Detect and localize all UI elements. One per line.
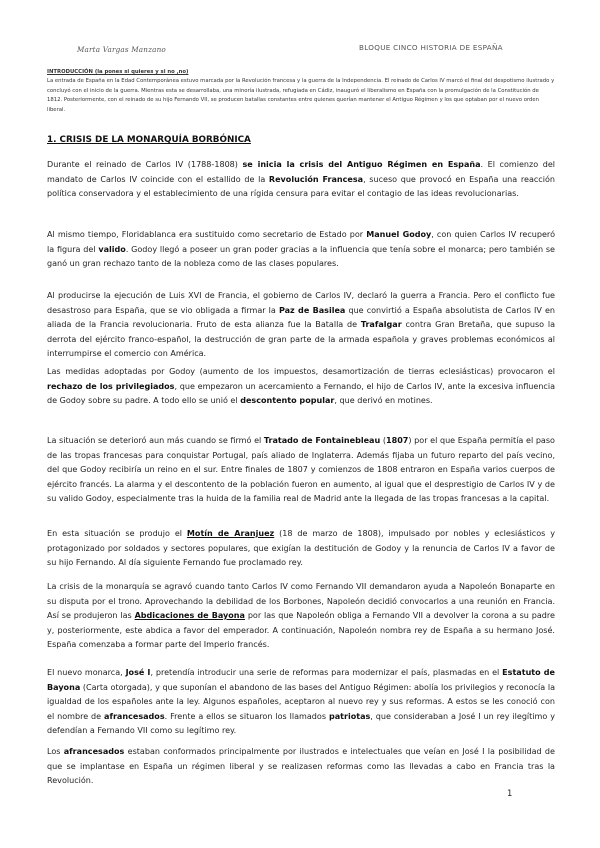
bold-text: Tratado de Fontainebleau: [263, 436, 381, 445]
bold-underlined-text: Motín de Aranjuez: [186, 529, 275, 538]
bold-underlined-text: Abdicaciones de Bayona: [134, 611, 245, 620]
text: por las que Napoleón obliga a Fernando VII a devolver la corona a su padre y, posteriormente, este abdica a favor del emperador. A continuación, Napoleón nombra rey de España a su hermano José. España comenzaba a formar parte del Imperio francés.: [47, 611, 555, 649]
bold-text: afrancesados: [104, 711, 165, 721]
paragraph-8: [47, 666, 555, 739]
text: Al mismo tiempo, Floridablanca era sustituido como secretario de Estado por: [47, 230, 367, 239]
text: . Godoy llegó a poseer un gran poder gracias a la influencia que tenía sobre el monarca; pero también se ganó un gran rechazo tanto de la nobleza como de las clases populares.: [47, 244, 555, 268]
text: , que empezaron un acercamiento a Fernando, el hijo de Carlos IV, ante la excesiva influencia de Godoy sobre su padre. A todo ello se unió el: [47, 381, 556, 405]
bold-text: afrancesados: [63, 747, 125, 756]
bold-text: se inicia la crisis del Antiguo Régimen en España: [242, 160, 481, 169]
text: El nuevo monarca,: [47, 668, 126, 677]
text: La situación se deterioró aun más cuando se firmó el: [47, 436, 264, 445]
bold-text: 1807: [386, 436, 409, 445]
bold-text: Estatuto de Bayona: [47, 668, 555, 692]
paragraph-2: [47, 228, 555, 272]
text: estaban conformados principalmente por ilustrados e intelectuales que veían en José I la posibilidad de que se implantase en España un régimen liberal y se realizasen reformas como las llevadas a cabo en Francia tras la Revolución.: [47, 747, 555, 785]
author-header: Marta Vargas Manzano: [77, 45, 166, 54]
paragraph-6: [47, 527, 555, 571]
text: , con quien Carlos IV recuperó la figura del: [47, 230, 555, 254]
text: Durante el reinado de Carlos IV (1788-1808): [47, 160, 243, 169]
text: . El comienzo del mandato de Carlos IV coincide con el estallido de la: [47, 160, 555, 184]
text: Los: [47, 747, 64, 756]
text: (18 de marzo de 1808), impulsado por nobles y eclesiásticos y protagonizado por soldados y sectores populares, que exigían la destitución de Godoy y la renuncia de Carlos IV a favor de su hijo Fernando. Al día siguiente Fernando fue proclamado rey.: [47, 529, 556, 567]
paragraph-3: [47, 289, 555, 362]
text: (: [380, 436, 386, 445]
section-title: 1. CRISIS DE LA MONARQUÍA BORBÓNICA: [47, 135, 251, 145]
intro-title: INTRODUCCIÓN (la pones si quieres y si no ,no): [47, 69, 189, 75]
text: , que consideraban a José I un rey ilegítimo y defendían a Fernando VII como su legítimo rey.: [47, 711, 555, 735]
text: que convirtió a España absolutista de Carlos IV en aliada de la Francia revolucionaria. Fruto de esta alianza fue la Batalla de: [47, 305, 555, 329]
text: , que derivó en motines.: [334, 396, 433, 405]
bold-text: Revolución Francesa: [268, 174, 364, 184]
bold-text: descontento popular: [240, 396, 335, 405]
text: En esta situación se produjo el: [47, 529, 187, 538]
paragraph-5: [47, 434, 555, 507]
bold-text: Paz de Basilea: [278, 305, 346, 315]
text: (Carta otorgada), y que suponían el abandono de las bases del Antiguo Régimen: abolía los privilegios y reconocía la igualdad de los españoles ante la ley. Algunos españoles, aceptaron al nuevo rey y sus reformas. A estos se les conoció con el nombre de: [47, 682, 555, 721]
text: , pretendía introducir una serie de reformas para modernizar el país, plasmadas en el: [150, 668, 503, 677]
paragraph-1: [47, 158, 555, 202]
text: , suceso que provocó en España una reacción política conservadora y el establecimiento de una rígida censura para evitar el contagio de las ideas revolucionarias.: [47, 174, 555, 198]
bold-text: rechazo de los privilegiados: [47, 381, 175, 391]
introduction: [47, 68, 555, 115]
bold-text: Manuel Godoy: [366, 230, 432, 239]
bold-text: Trafalgar: [360, 320, 402, 329]
page-number: 1: [507, 788, 513, 798]
block-header: BLOQUE CINCO HISTORIA DE ESPAÑA: [359, 43, 503, 52]
text: Las medidas adoptadas por Godoy (aumento de los impuestos, desamortización de tierras eclesiásticas) provocaron el: [47, 367, 555, 376]
bold-text: valido: [98, 244, 126, 254]
text: . Frente a ellos se situaron los llamados: [164, 711, 329, 721]
text: ) por el que España permitía el paso de las tropas francesas para conquistar Portugal, país aliado de Inglaterra. Además fijaba un futuro reparto del país vecino, del que Godoy recibiría un reino en el sur. Entre finales de 1807 y comienzos de 1808 entraron en España varios cuerpos de ejército francés. La alarma y el descontento de la población fueron en aumento, al igual que el desprestigio de Carlos IV y de su valido Godoy, especialmente tras la huida de la familia real de Madrid ante la llegada de las tropas francesas a la capital.: [47, 436, 555, 503]
intro-text: La entrada de España en la Edad Contemporánea estuvo marcada por la Revolución francesa y la guerra de la Independencia. El reinado de Carlos IV marcó el final del despotismo ilustrado y concluyó con el inicio de la guerra. Mientras esta se desarrollaba, una minoría ilustrada, refugiada en Cádiz, inauguró el liberalismo en España con la promulgación de la Constitución de 1812. Posteriormente, con el reinado de su hijo Fernando VII, se producen batallas constantes entre quienes querían mantener el Antiguo Régimen y los que optaban por el nuevo orden liberal.: [47, 78, 555, 113]
text: La crisis de la monarquía se agravó cuando tanto Carlos IV como Fernando VII demandaron ayuda a Napoleón Bonaparte en su disputa por el trono. Aprovechando la debilidad de los Borbones, Napoleón decidió convocarlos a una reunión en Francia. Así se produjeron las: [47, 582, 555, 620]
bold-text: patriotas: [328, 711, 371, 721]
text: Al producirse la ejecución de Luis XVI de Francia, el gobierno de Carlos IV, declaró la guerra a Francia. Pero el conflicto fue desastroso para España, que se vio obligada a firmar la: [47, 291, 555, 315]
paragraph-9: [47, 745, 555, 789]
paragraph-4: [47, 365, 555, 409]
bold-text: José I: [125, 668, 151, 677]
text: contra Gran Bretaña, que supuso la derrota del ejército franco-español, la destrucción de gran parte de la armada española y graves problemas económicos al interrumpirse el comercio con América.: [47, 320, 556, 358]
paragraph-7: [47, 580, 555, 653]
